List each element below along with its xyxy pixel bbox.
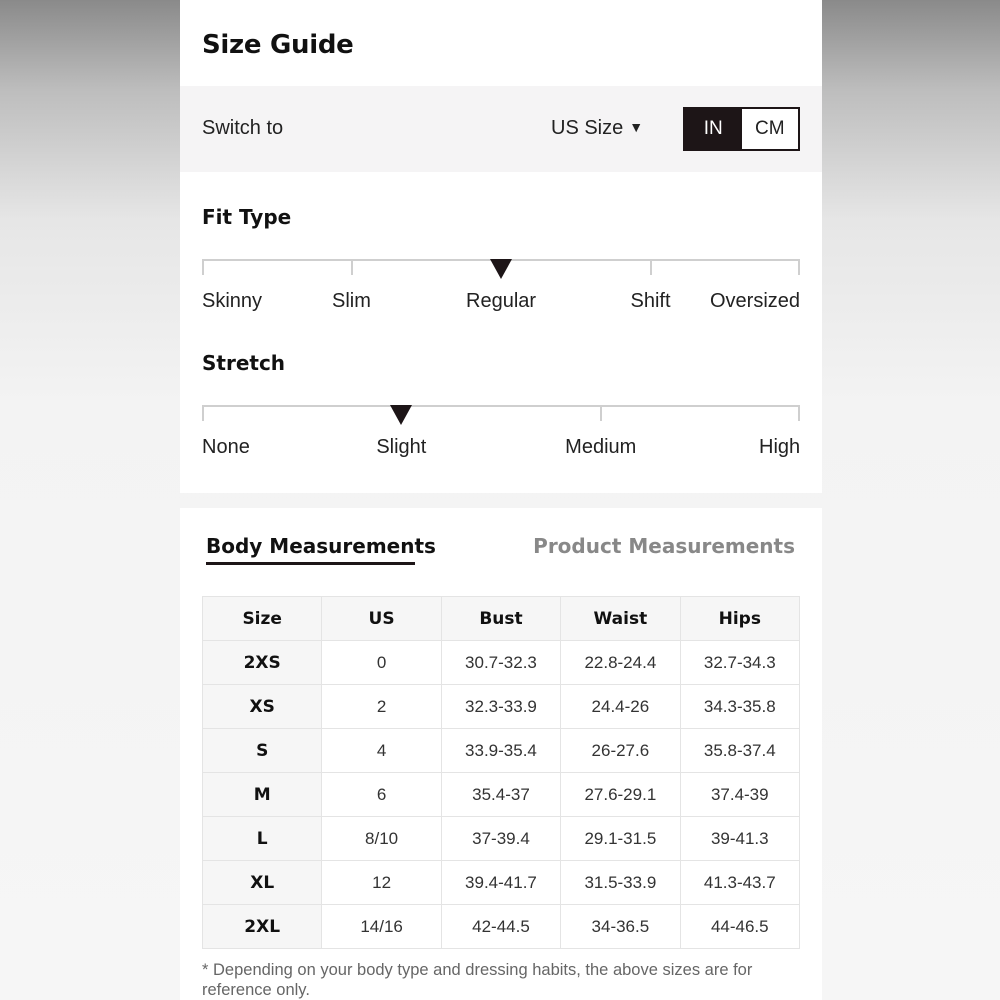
column-header: Bust (441, 597, 560, 641)
fit-type-heading: Fit Type (202, 205, 292, 229)
table-cell: 31.5-33.9 (561, 861, 680, 905)
size-guide-panel (180, 0, 822, 493)
table-cell: 8/10 (322, 817, 441, 861)
table-cell: 37.4-39 (680, 773, 799, 817)
caret-down-icon: ▼ (629, 119, 644, 135)
size-cell: XS (203, 685, 322, 729)
stretch-heading: Stretch (202, 351, 286, 375)
table-cell: 14/16 (322, 905, 441, 949)
size-cell: S (203, 729, 322, 773)
unit-switch-bar (180, 86, 822, 172)
active-tab-underline (206, 562, 415, 565)
table-row (203, 773, 800, 817)
table-row (203, 861, 800, 905)
table-row (203, 641, 800, 685)
table-row (203, 905, 800, 949)
table-cell: 30.7-32.3 (441, 641, 560, 685)
scale-option-label: Skinny (202, 290, 263, 312)
size-cell: 2XS (203, 641, 322, 685)
table-cell: 39.4-41.7 (441, 861, 560, 905)
table-cell: 22.8-24.4 (561, 641, 680, 685)
table-cell: 4 (322, 729, 441, 773)
size-table (202, 596, 800, 949)
scale-option-label: Oversized (710, 290, 801, 312)
table-cell: 34.3-35.8 (680, 685, 799, 729)
scale-option-label: Slight (376, 436, 427, 458)
unit-toggle (683, 107, 800, 151)
table-cell: 2 (322, 685, 441, 729)
measurements-panel (180, 508, 822, 1000)
table-cell: 12 (322, 861, 441, 905)
table-row (203, 685, 800, 729)
scale-option-label: Shift (630, 290, 671, 312)
table-cell: 27.6-29.1 (561, 773, 680, 817)
size-system-dropdown[interactable] (551, 117, 643, 140)
triangle-down-icon (490, 259, 512, 279)
table-cell: 39-41.3 (680, 817, 799, 861)
table-cell: 32.3-33.9 (441, 685, 560, 729)
tab-product-measurements[interactable]: Product Measurements (533, 534, 795, 558)
table-cell: 37-39.4 (441, 817, 560, 861)
scale-tick (798, 259, 800, 275)
table-cell: 34-36.5 (561, 905, 680, 949)
page-title: Size Guide (202, 30, 354, 60)
scale-line (202, 405, 800, 407)
size-cell: L (203, 817, 322, 861)
size-system-value: US Size (551, 117, 624, 139)
scale-option-label: High (759, 436, 801, 458)
scale-tick (600, 405, 602, 421)
size-cell: XL (203, 861, 322, 905)
table-cell: 24.4-26 (561, 685, 680, 729)
scale-tick (650, 259, 652, 275)
table-cell: 6 (322, 773, 441, 817)
unit-in-button[interactable]: IN (685, 109, 742, 149)
table-cell: 44-46.5 (680, 905, 799, 949)
tab-body-measurements[interactable]: Body Measurements (206, 534, 436, 558)
table-cell: 35.8-37.4 (680, 729, 799, 773)
table-cell: 32.7-34.3 (680, 641, 799, 685)
scale-option-label: None (202, 436, 250, 458)
table-cell: 29.1-31.5 (561, 817, 680, 861)
triangle-down-icon (390, 405, 412, 425)
scale-tick (351, 259, 353, 275)
switch-label: Switch to (202, 117, 284, 139)
table-row (203, 817, 800, 861)
scale-tick (202, 259, 204, 275)
column-header: US (322, 597, 441, 641)
column-header: Size (203, 597, 322, 641)
table-row (203, 729, 800, 773)
table-cell: 42-44.5 (441, 905, 560, 949)
table-cell: 33.9-35.4 (441, 729, 560, 773)
table-cell: 35.4-37 (441, 773, 560, 817)
table-cell: 41.3-43.7 (680, 861, 799, 905)
footnote: * Depending on your body type and dressing habits, the above sizes are for reference only. (202, 961, 753, 999)
table-cell: 0 (322, 641, 441, 685)
size-cell: M (203, 773, 322, 817)
table-header-row (203, 597, 800, 641)
scale-option-label: Regular (466, 290, 537, 312)
table-cell: 26-27.6 (561, 729, 680, 773)
scale-option-label: Slim (332, 290, 371, 312)
size-cell: 2XL (203, 905, 322, 949)
scale-tick (202, 405, 204, 421)
unit-cm-button[interactable]: CM (742, 109, 799, 149)
column-header: Waist (561, 597, 680, 641)
column-header: Hips (680, 597, 799, 641)
scale-option-label: Medium (565, 436, 637, 458)
scale-tick (798, 405, 800, 421)
